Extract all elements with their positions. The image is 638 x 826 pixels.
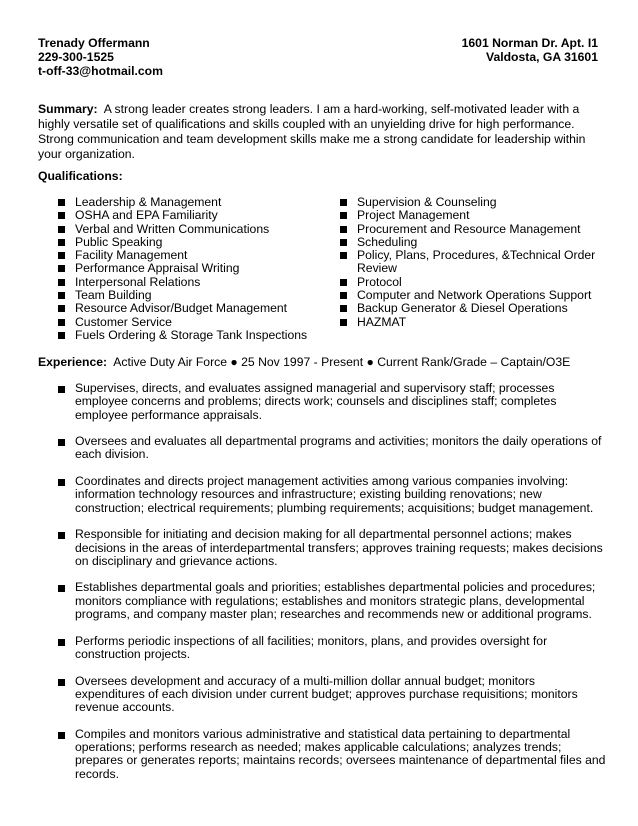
bullet-square-icon <box>58 279 65 286</box>
qualification-item-text: Verbal and Written Communications <box>75 221 270 236</box>
qualification-item <box>340 316 600 329</box>
qualification-item-text: Performance Appraisal Writing <box>75 261 240 276</box>
experience-item-text: Supervises, directs, and evaluates assigned managerial and supervisory staff; processes employee concerns and problems; directs work; counsels and disciplines staff; completes employee performance appraisals. <box>75 381 557 422</box>
experience-item <box>58 382 608 422</box>
bullet-square-icon <box>340 279 347 286</box>
bullet-square-icon <box>58 386 65 393</box>
summary-label: Summary: <box>38 102 98 116</box>
bullet-square-icon <box>340 292 347 299</box>
qualification-item <box>340 289 600 302</box>
experience-item-text: Performs periodic inspections of all facilities; monitors, plans, and provides oversight for construction projects. <box>75 633 548 661</box>
qualification-item <box>340 209 600 222</box>
qualification-item <box>340 196 600 209</box>
qualification-item-text: Leadership & Management <box>75 195 222 209</box>
qualification-item-text: Project Management <box>357 208 470 223</box>
bullet-square-icon <box>58 532 65 539</box>
qualification-item-text: Procurement and Resource Management <box>357 221 581 236</box>
qualification-item <box>340 302 600 315</box>
qualification-item-text: Team Building <box>75 288 152 303</box>
bullet-square-icon <box>340 252 347 259</box>
experience-item-text: Compiles and monitors various administrative and statistical data pertaining to departmental operations; performs research as needed; makes applicable calculations; analyzes trends; prepares or generates reports; maintains records; oversees maintenance of departmental files and records. <box>75 726 606 781</box>
bullet-square-icon <box>340 199 347 206</box>
bullet-square-icon <box>58 585 65 592</box>
contact-right <box>462 36 598 64</box>
bullet-square-icon <box>58 252 65 259</box>
qualification-item <box>340 276 600 289</box>
contact-email: t-off-33@hotmail.com <box>38 64 163 78</box>
qualification-item-text: Protocol <box>357 274 402 289</box>
bullet-square-icon <box>58 265 65 272</box>
qualification-item-text: Policy, Plans, Procedures, &Technical Order Review <box>357 248 596 276</box>
bullet-square-icon <box>340 319 347 326</box>
qualification-item <box>340 223 600 236</box>
qualification-item <box>340 236 600 249</box>
bullet-square-icon <box>58 199 65 206</box>
experience-item <box>58 475 608 515</box>
bullet-square-icon <box>340 212 347 219</box>
experience-item-text: Establishes departmental goals and priorities; establishes departmental policies and procedures; monitors compliance with regulations; establishes and monitors strategic plans, developmental programs, and company master plan; researches and recommends new or additional programs. <box>75 580 596 622</box>
bullet-square-icon <box>58 439 65 446</box>
qualification-item <box>58 196 318 209</box>
bullet-square-icon <box>58 732 65 739</box>
qualification-item <box>340 249 600 276</box>
bullet-square-icon <box>58 239 65 246</box>
qualification-item <box>58 209 318 222</box>
qualification-item <box>58 302 318 315</box>
qualification-item <box>58 262 318 275</box>
qualification-item-text: Public Speaking <box>75 234 163 249</box>
qualification-item <box>58 276 318 289</box>
experience-item <box>58 675 608 715</box>
qualification-item <box>58 236 318 249</box>
experience-item-text: Oversees and evaluates all departmental programs and activities; monitors the daily operations of each division. <box>75 434 602 462</box>
qualification-item <box>58 316 318 329</box>
experience-item-text: Coordinates and directs project management activities among various companies involving: information technology resources and infrastructure; existing building renovations; new construction; electrical requirements; plumbing requirements; acquisitions; budget management. <box>75 474 594 515</box>
experience-label: Experience: <box>38 355 108 369</box>
bullet-square-icon <box>340 226 347 233</box>
bullet-square-icon <box>58 479 65 486</box>
experience-header <box>38 355 618 369</box>
qualification-item-text: OSHA and EPA Familiarity <box>75 208 218 223</box>
experience-item <box>58 635 608 662</box>
qualification-item <box>58 223 318 236</box>
qualification-item-text: Facility Management <box>75 248 188 263</box>
bullet-square-icon <box>58 292 65 299</box>
contact-name: Trenady Offermann <box>38 36 150 50</box>
bullet-square-icon <box>58 305 65 312</box>
qualification-item-text: Computer and Network Operations Support <box>357 288 592 303</box>
experience-item <box>58 435 608 462</box>
bullet-square-icon <box>58 226 65 233</box>
bullet-square-icon <box>58 639 65 646</box>
experience-item-text: Oversees development and accuracy of a multi-million dollar annual budget; monitors expenditures of each division under current budget; approves purchase requisitions; monitors revenue accounts. <box>75 673 578 715</box>
summary-text: A strong leader creates strong leaders. I am a hard-working, self-motivated leader with a highly versatile set of qualifications and skills coupled with an unyielding drive for high performance. Strong communication and team development skills make me a strong candidate for leadership within your organization. <box>38 102 586 161</box>
qualification-item-text: Resource Advisor/Budget Management <box>75 301 288 316</box>
qualification-item-text: Interpersonal Relations <box>75 274 201 289</box>
qualification-item-text: Fuels Ordering & Storage Tank Inspections <box>75 327 308 342</box>
qualification-item-text: Backup Generator & Diesel Operations <box>357 301 568 316</box>
qualification-item <box>58 249 318 262</box>
contact-phone: 229-300-1525 <box>38 50 114 64</box>
bullet-square-icon <box>58 212 65 219</box>
experience-list <box>58 382 608 794</box>
bullet-square-icon <box>58 319 65 326</box>
experience-item <box>58 581 608 621</box>
qualification-item-text: Supervision & Counseling <box>357 195 497 209</box>
experience-item <box>58 728 608 781</box>
address-line1: 1601 Norman Dr. Apt. I1 <box>461 36 598 50</box>
bullet-square-icon <box>58 332 65 339</box>
qualifications-title: Qualifications: <box>38 169 123 183</box>
qualification-item-text: HAZMAT <box>357 314 407 329</box>
experience-item-text: Responsible for initiating and decision making for all departmental personnel actions; makes decisions in the areas of interdepartmental transfers; approves training requests; makes decisions on disciplinary and grievance actions. <box>75 527 603 568</box>
address-line2: Valdosta, GA 31601 <box>485 50 598 64</box>
bullet-square-icon <box>58 679 65 686</box>
bullet-square-icon <box>340 239 347 246</box>
experience-item <box>58 528 608 568</box>
qualification-item-text: Scheduling <box>357 234 418 249</box>
summary-section <box>38 102 608 162</box>
qualification-item-text: Customer Service <box>75 314 172 329</box>
experience-position: Active Duty Air Force ● 25 Nov 1997 - Present ● Current Rank/Grade – Captain/O3E <box>113 355 571 369</box>
qualifications-left-list <box>58 196 318 342</box>
contact-left <box>38 36 163 78</box>
qualifications-right-list <box>340 196 600 329</box>
qualification-item <box>58 289 318 302</box>
bullet-square-icon <box>340 305 347 312</box>
qualification-item <box>58 329 318 342</box>
